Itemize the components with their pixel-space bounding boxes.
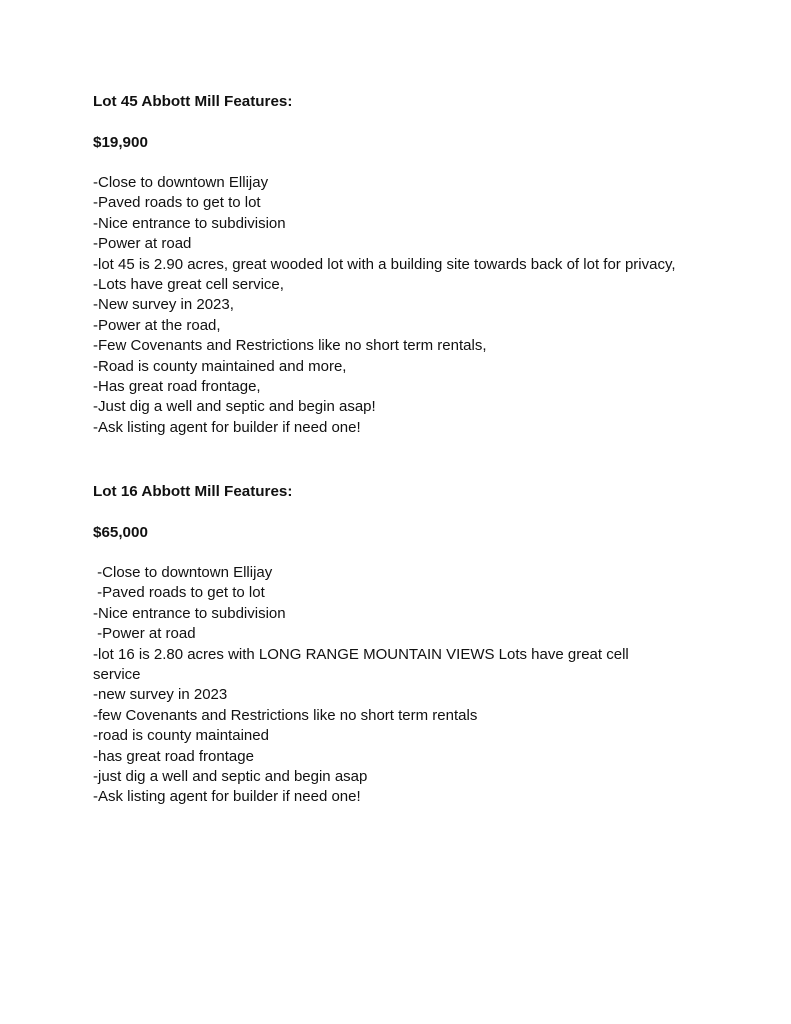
feature-item: -lot 16 is 2.80 acres with LONG RANGE MOUNTAIN VIEWS Lots have great cell service [93, 645, 633, 684]
lot-45-price: $19,900 [93, 134, 148, 151]
feature-item: -Paved roads to get to lot [93, 194, 261, 212]
feature-item: -few Covenants and Restrictions like no short term rentals [93, 706, 478, 724]
feature-item: -road is county maintained [93, 727, 269, 745]
feature-item: -Paved roads to get to lot [93, 584, 265, 602]
lot-45-feature-list [93, 173, 733, 438]
feature-item: -Just dig a well and septic and begin asap! [93, 398, 376, 416]
lot-45-heading: Lot 45 Abbott Mill Features: [93, 93, 293, 110]
lot-16-section [93, 481, 733, 808]
feature-item: -Power at road [93, 235, 192, 253]
feature-item: -lot 45 is 2.90 acres, great wooded lot with a building site towards back of lot for privacy, [93, 255, 676, 273]
feature-item: -Nice entrance to subdivision [93, 214, 286, 232]
lot-16-price: $65,000 [93, 524, 148, 541]
lot-16-heading: Lot 16 Abbott Mill Features: [93, 483, 293, 500]
feature-item: -Power at road [93, 625, 196, 643]
feature-item: -Few Covenants and Restrictions like no short term rentals, [93, 337, 487, 355]
feature-item: -Close to downtown Ellijay [93, 564, 273, 581]
feature-item: -Ask listing agent for builder if need one! [93, 418, 361, 436]
feature-item: -just dig a well and septic and begin asap [93, 768, 368, 786]
feature-item: -Has great road frontage, [93, 378, 261, 396]
feature-item: -Ask listing agent for builder if need one! [93, 788, 361, 806]
feature-item: -Lots have great cell service, [93, 276, 284, 294]
feature-item: -has great road frontage [93, 747, 254, 765]
lot-16-feature-list [93, 563, 733, 808]
feature-item: -Road is county maintained and more, [93, 357, 347, 375]
feature-item: -New survey in 2023, [93, 296, 234, 314]
feature-item: -Power at the road, [93, 316, 221, 334]
feature-item: -new survey in 2023 [93, 686, 228, 704]
feature-item: -Nice entrance to subdivision [93, 604, 286, 622]
lot-45-section [93, 91, 733, 438]
feature-item: -Close to downtown Ellijay [93, 174, 269, 191]
